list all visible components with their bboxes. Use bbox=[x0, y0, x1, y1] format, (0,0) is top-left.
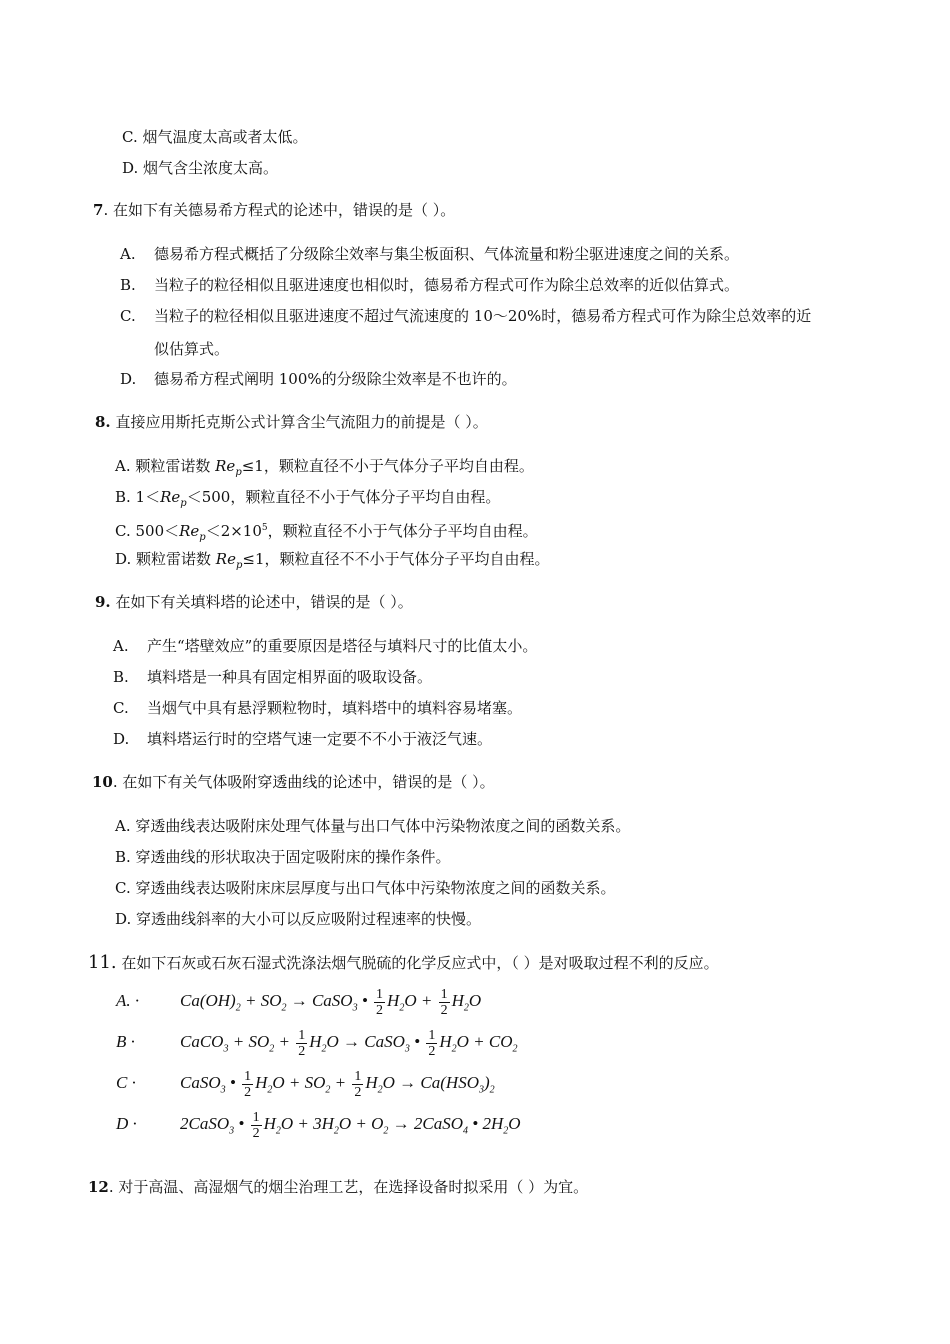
q8-stem: 8. 直接应用斯托克斯公式计算含尘气流阻力的前提是（ ）。 bbox=[95, 413, 488, 431]
q8-option-a: A. 颗粒雷诺数 $Re_p\le 1$，颗粒直径不小于气体分子平均自由程。 bbox=[115, 457, 534, 478]
q7-text: . 在如下有关德易希方程式的论述中，错误的是（ ）。 bbox=[103, 201, 456, 219]
q11-equation-a: A. · $Ca(OH)_2 + SO_2$ → CaSO$_3$ • $\frac{1}{2}$ $H_2O$ + $\frac{1}{2}$ $H_2O$ bbox=[116, 986, 482, 1018]
q7-number: 7 bbox=[93, 201, 104, 219]
q9-option-d: D. 填料塔运行时的空塔气速一定要不不小于液泛气速。 bbox=[113, 730, 493, 748]
q9-option-c: C. 当烟气中具有悬浮颗粒物时，填料塔中的填料容易堵塞。 bbox=[113, 699, 523, 717]
q10-option-c: C. 穿透曲线表达吸附床床层厚度与出口气体中污染物浓度之间的函数关系。 bbox=[115, 879, 616, 897]
q8-option-c: C. $500<Re_p<2\times 10^5$，颗粒直径不小于气体分子平均自由程。 bbox=[115, 522, 538, 543]
q11-equation-c: C · CaSO$_3$ • $\frac{1}{2}$ $H_2O + SO_2$ + $\frac{1}{2}$ $H_2O \to Ca(HSO_3)_2$ bbox=[116, 1068, 495, 1100]
q7-option-c: C. 当粒子的粒径相似且驱进速度不超过气流速度的 10～20%时，德易希方程式可作为除尘总效率的近 bbox=[120, 307, 812, 325]
q7-option-c-continued: 似估算式。 bbox=[154, 340, 230, 358]
q10-option-b: B. 穿透曲线的形状取决于固定吸附床的操作条件。 bbox=[115, 848, 451, 866]
q7-stem bbox=[93, 200, 455, 220]
q6-option-d: D. 烟气含尘浓度太高。 bbox=[122, 159, 279, 177]
q11-stem: 11. 在如下石灰或石灰石湿式洗涤法烟气脱硫的化学反应式中，（ ）是对吸取过程不利的反应。 bbox=[88, 952, 719, 973]
q10-option-d: D. 穿透曲线斜率的大小可以反应吸附过程速率的快慢。 bbox=[115, 910, 482, 928]
q8-option-d: D. 颗粒雷诺数 $Re_p\le 1$，颗粒直径不不小于气体分子平均自由程。 bbox=[115, 550, 550, 571]
q7-option-a: A. 德易希方程式概括了分级除尘效率与集尘板面积、气体流量和粉尘驱进速度之间的关系。 bbox=[120, 245, 740, 263]
q9-option-a: A. 产生“塔壁效应”的重要原因是塔径与填料尺寸的比值太小。 bbox=[113, 637, 538, 655]
q10-option-a: A. 穿透曲线表达吸附床处理气体量与出口气体中污染物浓度之间的函数关系。 bbox=[115, 817, 631, 835]
q6-option-c: C. 烟气温度太高或者太低。 bbox=[122, 128, 308, 146]
q11-equation-b: B · CaCO$_3$ + $SO_2$ + $\frac{1}{2}$ $H_2O$ → CaSO$_3$ • $\frac{1}{2}$ $H_2O + CO_2$ bbox=[116, 1027, 518, 1059]
q10-stem: 10. 在如下有关气体吸附穿透曲线的论述中，错误的是（ ）。 bbox=[92, 773, 495, 791]
q7-option-d: D. 德易希方程式阐明 100%的分级除尘效率是不也许的。 bbox=[120, 370, 517, 388]
q8-option-b: B. $1<Re_p<500$，颗粒直径不小于气体分子平均自由程。 bbox=[115, 488, 501, 509]
q9-option-b: B. 填料塔是一种具有固定相界面的吸取设备。 bbox=[113, 668, 433, 686]
q7-option-b: B. 当粒子的粒径相似且驱进速度也相似时，德易希方程式可作为除尘总效率的近似估算式。 bbox=[120, 276, 740, 294]
q12-stem: 12. 对于高温、高湿烟气的烟尘治理工艺，在选择设备时拟采用（ ）为宜。 bbox=[88, 1178, 589, 1196]
q11-equation-d: D · 2CaSO$_3$ • $\frac{1}{2}$ $H_2O + 3H_2O + O_2$ → 2CaSO$_4$ • $2H_2O$ bbox=[116, 1109, 521, 1141]
q9-stem: 9. 在如下有关填料塔的论述中，错误的是（ ）。 bbox=[95, 593, 413, 611]
